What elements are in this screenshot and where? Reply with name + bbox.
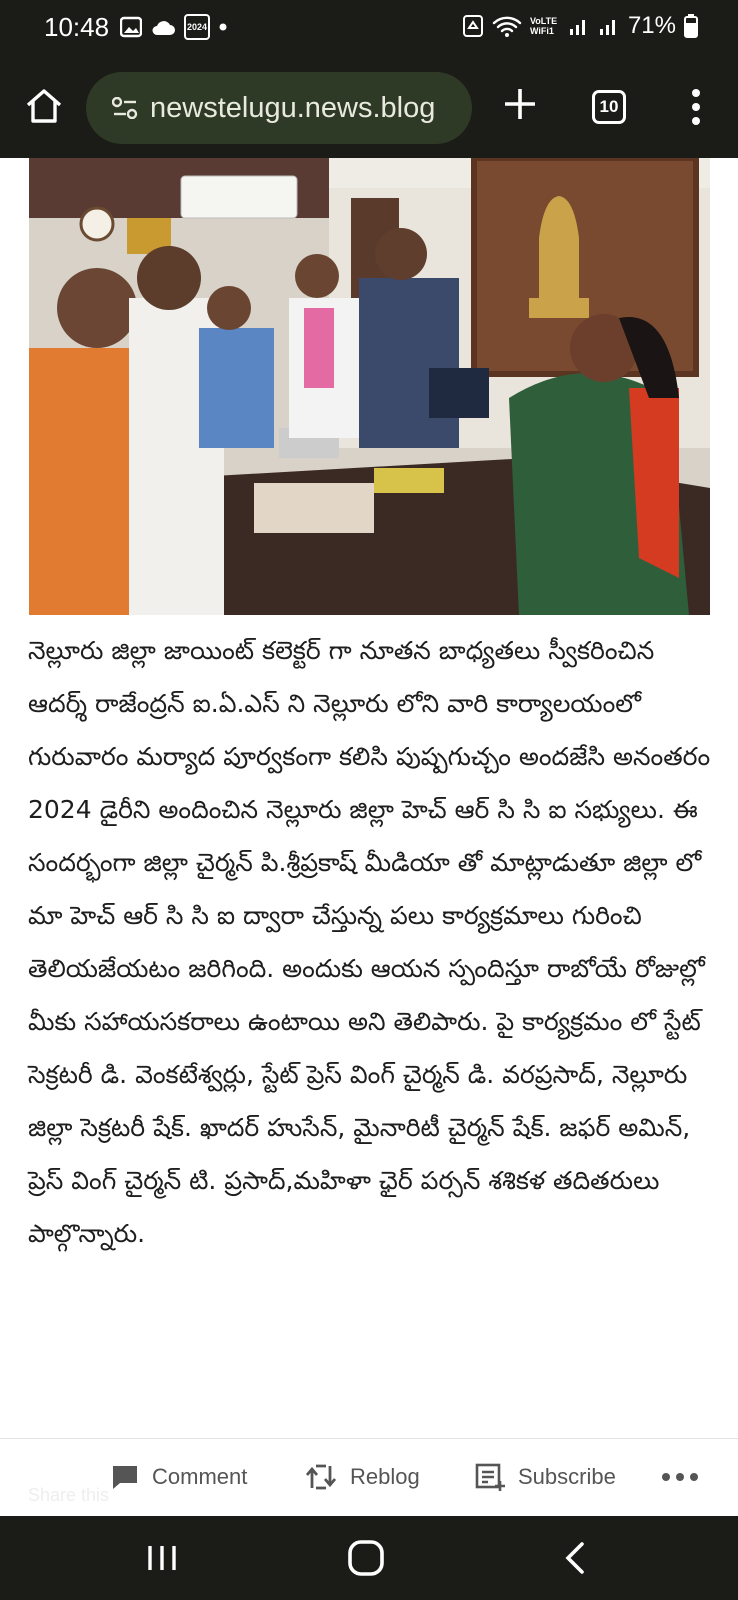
volte-wifi-label: VoLTE WiFi1 [529,16,558,36]
comment-button[interactable] [110,1459,247,1495]
reblog-button[interactable] [304,1459,420,1495]
subscribe-label: Subscribe [518,1464,616,1489]
status-notification-icons [120,14,228,40]
status-bar [0,0,738,56]
signal-icon-2 [598,15,620,37]
battery-percent: 71% [627,12,676,39]
subscribe-icon [474,1461,506,1493]
status-time: 10:48 [44,12,110,42]
recents-icon[interactable] [140,1538,184,1578]
url-text[interactable]: newstelugu.news.blog [150,91,436,124]
gallery-icon [120,16,142,38]
browser-toolbar [0,56,738,158]
calendar-badge-text: 2024 [186,22,208,32]
calendar-badge-icon [184,14,210,40]
tab-count: 10 [599,97,619,116]
comment-icon [110,1462,140,1492]
comment-label: Comment [152,1464,248,1489]
more-menu-icon[interactable] [680,86,712,128]
post-action-bar [0,1438,738,1516]
system-nav-bar [0,1516,738,1600]
home-icon[interactable] [24,86,64,126]
article-photo[interactable] [29,158,710,615]
article-body: నెల్లూరు జిల్లా జాయింట్ కలెక్టర్ గా నూతన బాధ్యతలు స్వీకరించిన ఆదర్శ్ రాజేంద్రన్ ఐ.ఏ.ఎస్ ని నెల్లూరు లోని వారి కార్యాలయంలో గురువారం మర్యాద పూర్వకంగా కలిసి పుష్పగుచ్చం అందజేసి అనంతరం 2024 డైరీని అందించిన నెల్లూరు జిల్లా హెచ్ ఆర్ సి సి ఐ సభ్యులు. ఈ సందర్భంగా జిల్లా చైర్మన్ పి.శ్రీప్రకాష్ మీడియా తో మాట్లాడుతూ జిల్లా లో మా హెచ్ ఆర్ సి సి ఐ ద్వారా చేస్తున్న పలు కార్యక్రమాలు గురించి తెలియజేయటం జరిగింది. అందుకు ఆయన స్పందిస్తూ రాబోయే రోజుల్లో మీకు సహాయసకరాలు ఉంటాయి అని తెలిపారు. పై కార్యక్రమం లో స్టేట్ సెక్రటరీ డి. వెంకటేశ్వర్లు, స్టేట్ ప్రెస్ వింగ్ చైర్మన్ డి. వరప్రసాద్, నెల్లూరు జిల్లా సెక్రటరీ షేక్. ఖాదర్ హుసేన్, మైనారిటీ చైర్మన్ షేక్. జఫర్ అమిన్, ప్రెస్ వింగ్ చైర్మన్ టి. ప్రసాద్,మహిళా ఛైర్ పర్సన్ శశికళ తదితరులు పాల్గొన్నారు. [28,636,711,1248]
recycle-icon [462,14,484,38]
home-nav-icon[interactable] [344,1538,388,1578]
new-tab-icon[interactable] [500,84,540,124]
share-ghost-text: Share this [28,1485,110,1505]
signal-icon-1 [568,15,590,37]
site-settings-icon[interactable] [112,97,138,119]
address-bar[interactable] [86,72,472,144]
dot-icon [218,22,228,32]
status-system-icons [462,12,698,40]
cloud-icon [150,17,176,37]
battery-icon [684,14,698,38]
tab-switcher-button[interactable] [592,90,626,124]
page-content [0,158,738,1438]
wifi-icon [492,14,522,38]
back-icon[interactable] [554,1538,598,1578]
subscribe-button[interactable] [474,1459,616,1495]
more-actions-icon[interactable] [660,1467,700,1487]
reblog-label: Reblog [350,1464,420,1489]
reblog-icon [304,1462,338,1492]
